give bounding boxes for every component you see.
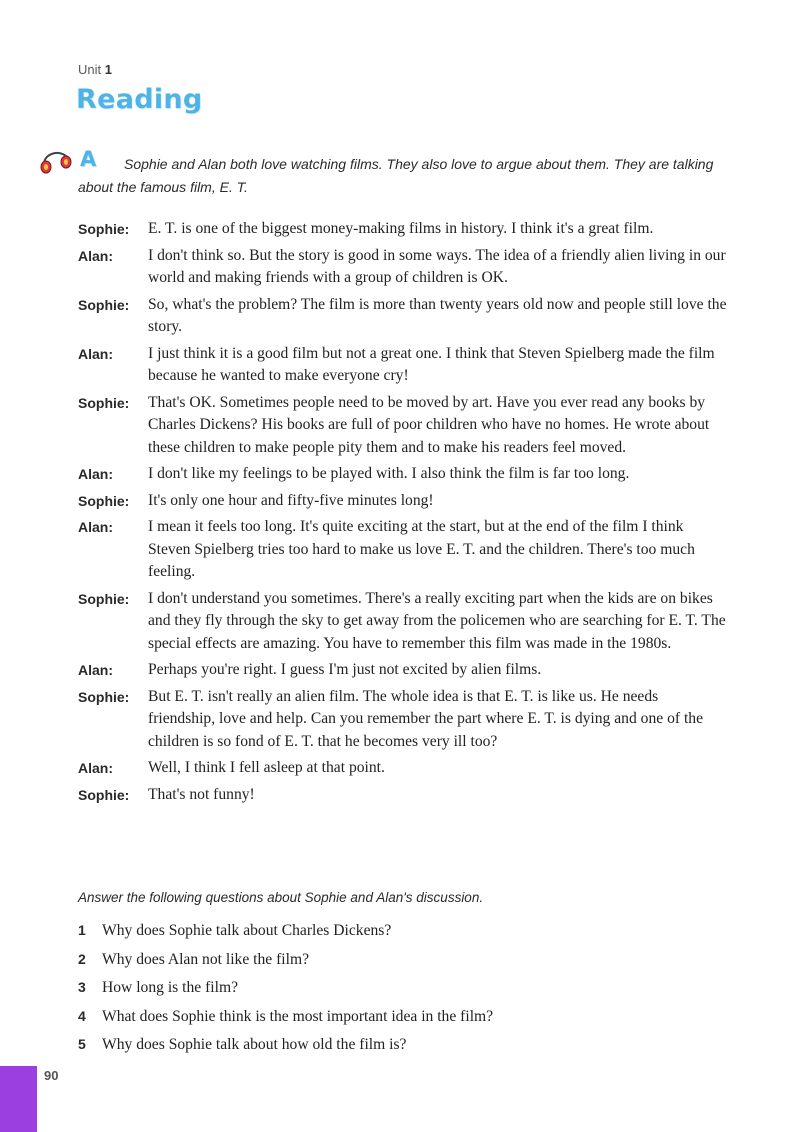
speaker-name: Alan: (78, 760, 113, 776)
intro-text: Sophie and Alan both love watching films. They also love to argue about them. They are talking about the famous film, E. T. (78, 156, 714, 195)
question-number: 3 (78, 979, 86, 995)
question-text: How long is the film? (102, 979, 238, 996)
dialogue-turn (78, 588, 728, 656)
speaker-name: Sophie: (78, 296, 130, 313)
dialogue-line: But E. T. isn't really an alien film. The whole idea is that E. T. is like us. He needs friendship, love and help. Can you remember the part where E. T. is dying and one of the children is so fond of E. T. that he becomes very ill too? (148, 687, 704, 750)
dialogue (78, 218, 728, 810)
question-text: Why does Alan not like the film? (102, 950, 310, 968)
dialogue-turn (78, 757, 728, 780)
question-text: What does Sophie think is the most important idea in the film? (102, 1007, 494, 1025)
headphones-icon (38, 146, 74, 176)
dialogue-line: I just think it is a good film but not a great one. I think that Steven Spielberg made the film because he wanted to make everyone cry! (148, 344, 715, 384)
section-badge: A (80, 147, 97, 171)
dialogue-line: So, what's the problem? The film is more than twenty years old now and people still love the story. (148, 295, 727, 335)
unit-number: 1 (104, 62, 112, 77)
dialogue-line: That's not funny! (148, 785, 255, 803)
speaker-name: Alan: (78, 466, 113, 482)
dialogue-turn (78, 659, 728, 682)
dialogue-turn (78, 294, 728, 339)
dialogue-turn (78, 516, 728, 584)
dialogue-line: E. T. is one of the biggest money-making films in history. I think it's a great film. (148, 220, 654, 237)
dialogue-turn (78, 218, 728, 241)
question-number: 2 (78, 950, 86, 967)
dialogue-line: I don't think so. But the story is good in some ways. The idea of a friendly alien living in our world and making friends with a group of children is OK. (148, 246, 726, 286)
exercise-instruction: Answer the following questions about Sophie and Alan's discussion. (78, 890, 484, 905)
speaker-name: Alan: (78, 662, 113, 678)
question-text: Why does Sophie talk about how old the film is? (102, 1036, 407, 1053)
speaker-name: Sophie: (78, 590, 130, 607)
question-number: 4 (78, 1007, 86, 1024)
question-number: 5 (78, 1036, 86, 1052)
speaker-name: Sophie: (78, 221, 130, 237)
dialogue-line: Well, I think I fell asleep at that point. (148, 759, 385, 776)
speaker-name: Alan: (78, 247, 113, 264)
speaker-name: Sophie: (78, 394, 130, 411)
dialogue-line: I don't understand you sometimes. There's a really exciting part when the kids are on bikes and they fly through the sky to get away from the policemen who are searching for E. T. The special effects are amazing. You have to remember this film was made in the 1980s. (148, 589, 726, 652)
speaker-name: Alan: (78, 519, 113, 535)
question-item (78, 951, 728, 980)
question-text: Why does Sophie talk about Charles Dickens? (102, 922, 392, 939)
dialogue-line: That's OK. Sometimes people need to be moved by art. Have you ever read any books by Charles Dickens? His books are full of poor children who have no homes. He wrote about these children to make people pity them and to make his readers feel moved. (148, 393, 710, 456)
speaker-name: Alan: (78, 345, 113, 362)
question-number: 1 (78, 922, 86, 938)
question-item (78, 979, 728, 1008)
page-number: 90 (44, 1068, 59, 1083)
dialogue-line: Perhaps you're right. I guess I'm just not excited by alien films. (148, 661, 542, 678)
dialogue-turn (78, 784, 728, 807)
dialogue-turn (78, 245, 728, 290)
page-color-bar (0, 1066, 37, 1132)
page-title: Reading (76, 84, 203, 115)
speaker-name: Sophie: (78, 492, 130, 509)
question-item (78, 922, 728, 951)
dialogue-line: I don't like my feelings to be played with. I also think the film is far too long. (148, 465, 630, 482)
unit-word: Unit (78, 62, 102, 77)
dialogue-line: I mean it feels too long. It's quite exciting at the start, but at the end of the film I think Steven Spielberg tries too hard to make us love E. T. and the children. There's too much feeling. (148, 518, 695, 580)
dialogue-line: It's only one hour and fifty-five minutes long! (148, 491, 434, 509)
question-list (78, 922, 728, 1065)
dialogue-turn (78, 686, 728, 754)
speaker-name: Sophie: (78, 688, 130, 705)
dialogue-turn (78, 343, 728, 388)
question-item (78, 1008, 728, 1037)
dialogue-turn (78, 490, 728, 513)
question-item (78, 1036, 728, 1065)
speaker-name: Sophie: (78, 786, 130, 803)
dialogue-turn (78, 463, 728, 486)
unit-label (78, 62, 112, 77)
dialogue-turn (78, 392, 728, 460)
